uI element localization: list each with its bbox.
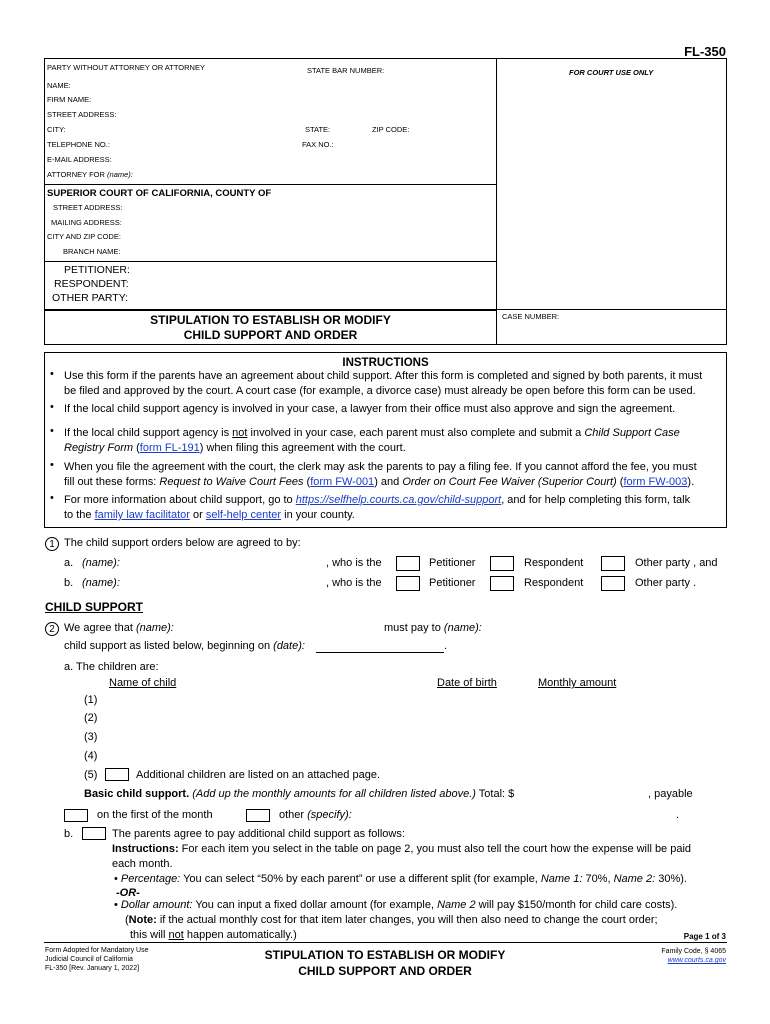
party-label: PARTY WITHOUT ATTORNEY OR ATTORNEY [47, 63, 205, 72]
child-row-1: (1) [84, 694, 98, 706]
footer-title-line1: STIPULATION TO ESTABLISH OR MODIFY [264, 948, 506, 962]
courts-website-link[interactable]: www.courts.ca.gov [667, 957, 726, 964]
additional-support-checkbox[interactable] [82, 827, 106, 840]
item1a-name-label: (name): [82, 557, 120, 569]
date-field-line[interactable] [316, 652, 444, 653]
footer-divider [44, 942, 727, 943]
item1b-name-label: (name): [82, 577, 120, 589]
instruction-2: If the local child support agency is involved in your case, a lawyer from their office must also approve and sign the agreement. [64, 403, 676, 415]
item1a-label: a. [64, 557, 74, 569]
item1a-other-checkbox[interactable] [601, 556, 625, 571]
email-label[interactable]: E-MAIL ADDRESS: [47, 155, 112, 164]
other-party-label[interactable]: OTHER PARTY: [52, 292, 129, 304]
col-name-of-child: Name of child [109, 677, 177, 689]
other-payment-checkbox[interactable] [246, 809, 270, 822]
selfhelp-link[interactable]: https://selfhelp.courts.ca.gov/child-support [295, 494, 502, 506]
children-label: a. The children are: [64, 661, 159, 673]
child-row-2: (2) [84, 712, 98, 724]
state-label[interactable]: STATE: [305, 125, 331, 134]
court-use-label: FOR COURT USE ONLY [569, 68, 654, 77]
other-option-label: Other party . [635, 577, 697, 589]
fax-label[interactable]: FAX NO.: [302, 140, 334, 149]
bullet: • [50, 492, 54, 504]
item1b-petitioner-checkbox[interactable] [396, 576, 420, 591]
family-code: Family Code, § 4065 [661, 948, 726, 955]
instruction-4-line1: When you file the agreement with the court, the clerk may ask the parents to pay a filing fee. If you cannot afford the fee, you must [64, 461, 697, 473]
instruction-5-line2: to the family law facilitator or self-help center in your county. [64, 509, 355, 521]
item1b-who: , who is the [326, 577, 382, 589]
instructions-note-l2: each month. [112, 858, 173, 870]
child-row-5: (5) [84, 769, 98, 781]
item1b-other-checkbox[interactable] [601, 576, 625, 591]
case-number-label[interactable]: CASE NUMBER: [502, 312, 560, 321]
col-date-of-birth: Date of birth [437, 677, 497, 689]
item2-must-pay: must pay to (name): [384, 622, 482, 634]
or-separator: -OR- [116, 887, 140, 899]
other-option-label: Other party , and [635, 557, 718, 569]
instruction-4-line2: fill out these forms: Request to Waive Court Fees (form FW-001) and Order on Court Fee Waiver (Superior Court) (form FW-003). [64, 476, 695, 488]
self-help-center-link[interactable]: self-help center [205, 509, 282, 521]
note-line2: this will not happen automatically.) [130, 929, 297, 941]
additional-children-label: Additional children are listed on an attached page. [136, 769, 381, 781]
percentage-option: • Percentage: You can select “50% by each parent” or use a different split (for example, Name 1: 70%, Name 2: 30%). [114, 873, 687, 885]
court-city-zip-label[interactable]: CITY AND ZIP CODE: [47, 232, 121, 241]
city-label[interactable]: CITY: [47, 125, 66, 134]
item1-text: The child support orders below are agreed to by: [64, 537, 301, 549]
judicial-council: Judicial Council of California [45, 956, 133, 963]
bullet: • [50, 401, 54, 413]
form-fw003-link[interactable]: form FW-003 [623, 476, 688, 488]
first-of-month-label: on the first of the month [97, 809, 213, 821]
dot: . [676, 809, 680, 821]
respondent-label[interactable]: RESPONDENT: [54, 278, 129, 290]
first-of-month-checkbox[interactable] [64, 809, 88, 822]
court-street-label[interactable]: STREET ADDRESS: [53, 203, 123, 212]
form-fl191-link[interactable]: form FL-191 [139, 442, 200, 454]
item1a-petitioner-checkbox[interactable] [396, 556, 420, 571]
instruction-3-line2: Registry Form (form FL-191) when filing this agreement with the court. [64, 442, 406, 454]
instruction-3-line1: If the local child support agency is not involved in your case, each parent must also complete and submit a Child Support Case [64, 427, 680, 439]
item-number-2: 2 [45, 622, 59, 636]
form-adopted: Form Adopted for Mandatory Use [45, 947, 149, 954]
form-number: FL-350 [684, 44, 726, 59]
state-bar-label: STATE BAR NUMBER: [307, 66, 385, 75]
footer-title-line2: CHILD SUPPORT AND ORDER [298, 964, 472, 978]
item1b-respondent-checkbox[interactable] [490, 576, 514, 591]
petitioner-label[interactable]: PETITIONER: [64, 264, 130, 276]
col-monthly-amount: Monthly amount [538, 677, 617, 689]
child-support-heading: CHILD SUPPORT [45, 600, 144, 614]
item2-agree: We agree that (name): [64, 622, 174, 634]
payable-label: , payable [648, 788, 693, 800]
additional-support-text: The parents agree to pay additional child support as follows: [112, 828, 405, 840]
child-row-4: (4) [84, 750, 98, 762]
bullet: • [50, 425, 54, 437]
facilitator-link[interactable]: family law facilitator [94, 509, 190, 521]
attorney-for-label[interactable]: ATTORNEY FOR (name): [47, 170, 133, 179]
respondent-option-label: Respondent [524, 577, 584, 589]
note-line1: (Note: if the actual monthly cost for that item later changes, you will then also need to change the court order; [125, 914, 658, 926]
form-title-line2: CHILD SUPPORT AND ORDER [183, 328, 358, 342]
court-use-box [496, 58, 727, 310]
basic-child-support: Basic child support. (Add up the monthly amounts for all children listed above.) Total: $ [84, 788, 515, 800]
instructions-note: Instructions: For each item you select in the table on page 2, you must also tell the court how the expense will be paid [112, 843, 692, 855]
item1b-label: b. [64, 577, 74, 589]
form-title-line1: STIPULATION TO ESTABLISH OR MODIFY [150, 313, 391, 327]
name-label[interactable]: NAME: [47, 81, 71, 90]
zip-label[interactable]: ZIP CODE: [372, 125, 410, 134]
petitioner-option-label: Petitioner [429, 577, 476, 589]
bullet: • [50, 368, 54, 380]
instruction-1-line2: be filed and approved by the court. A court case (for example, a divorce case) must already be open before this form can be used. [64, 385, 696, 397]
additional-children-checkbox[interactable] [105, 768, 129, 781]
petitioner-option-label: Petitioner [429, 557, 476, 569]
item1a-who: , who is the [326, 557, 382, 569]
item2-beginning: child support as listed below, beginning on (date): [64, 640, 305, 652]
street-address-label[interactable]: STREET ADDRESS: [47, 110, 117, 119]
item1a-respondent-checkbox[interactable] [490, 556, 514, 571]
telephone-label[interactable]: TELEPHONE NO.: [47, 140, 110, 149]
dollar-option: • Dollar amount: You can input a fixed dollar amount (for example, Name 2 will pay $150/month for child care costs). [114, 899, 678, 911]
other-payment-label: other (specify): [279, 809, 352, 821]
page-number: Page 1 of 3 [683, 932, 726, 941]
form-revision: FL-350 [Rev. January 1, 2022] [45, 965, 140, 972]
attorney-info-box [44, 58, 497, 185]
court-title: SUPERIOR COURT OF CALIFORNIA, COUNTY OF [47, 188, 272, 199]
bullet: • [50, 459, 54, 471]
period: . [444, 640, 448, 652]
firm-name-label[interactable]: FIRM NAME: [47, 95, 92, 104]
instruction-5-line1: For more information about child support, go to https://selfhelp.courts.ca.gov/child-support, and for help completing this form, talk [64, 494, 691, 506]
court-branch-label[interactable]: BRANCH NAME: [63, 247, 121, 256]
court-mailing-label[interactable]: MAILING ADDRESS: [51, 218, 122, 227]
respondent-option-label: Respondent [524, 557, 584, 569]
item-number-1: 1 [45, 537, 59, 551]
child-row-3: (3) [84, 731, 98, 743]
instructions-heading: INSTRUCTIONS [342, 357, 429, 369]
item2b-label: b. [64, 828, 74, 840]
instruction-1-line1: Use this form if the parents have an agreement about child support. After this form is completed and signed by both parents, it must [64, 370, 703, 382]
form-fw001-link[interactable]: form FW-001 [310, 476, 375, 488]
